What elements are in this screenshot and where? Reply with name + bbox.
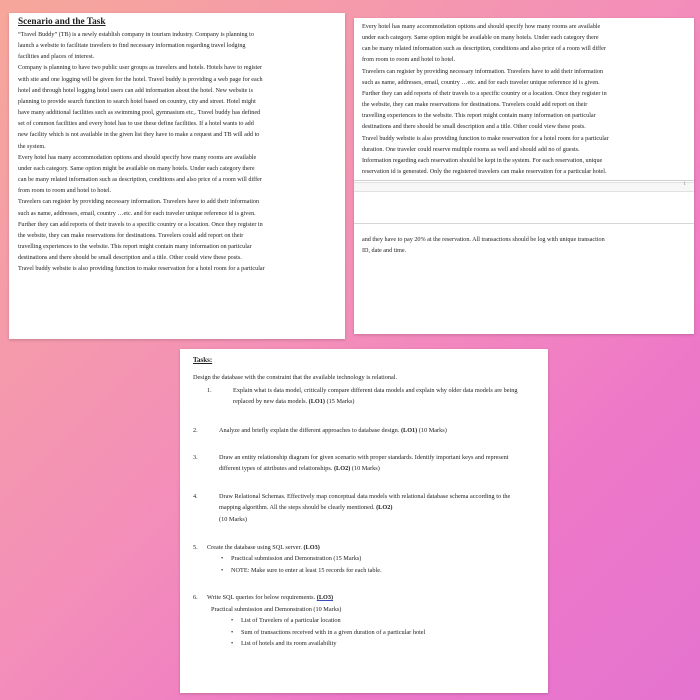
task-lo: (LO3) xyxy=(303,544,320,552)
text-line: destinations and there should be small description and a title. Other could view these posts. xyxy=(18,255,242,262)
task-lo: (LO2) xyxy=(376,504,393,512)
text-line: such as name, addresses, email, country …etc. and for each traveler unique reference id is given. xyxy=(362,79,600,86)
text-line: set of common facilities and every hotel has to use these define facilities. If a hotel wants to add xyxy=(18,121,254,128)
bullet-text: NOTE: Make sure to enter at least 15 records for each table. xyxy=(231,566,382,574)
text-line: facilities and places of interest. xyxy=(18,54,95,61)
text-line: Further they can add reports of their travels to a specific country or a location. Once they register in xyxy=(18,221,263,228)
text-line: have many additional facilities such as swimming pool, gymnasium etc,. Travel buddy has defined xyxy=(18,110,261,117)
text-line: from room to room and hotel to hotel. xyxy=(18,188,112,195)
list-item xyxy=(229,638,519,649)
text-line: the system. xyxy=(18,143,46,150)
task-lo: (LO1) xyxy=(400,426,418,434)
text-line: planning to provide search function to search hotel based on country, city and street. Hotel might xyxy=(18,98,256,105)
bullet-icon: • xyxy=(231,628,234,636)
task-number: 6. xyxy=(193,594,198,602)
task-lo: (LO1) xyxy=(308,398,325,406)
task-marks: (15 Marks) xyxy=(326,398,355,406)
text-line: the website, they can make reservations for destinations. Travelers could add report on their xyxy=(362,102,588,109)
task-number: 5. xyxy=(193,544,198,552)
scenario-page-1 xyxy=(9,13,345,339)
text-line: Travelers can register by providing necessary information. Travelers have to add their information xyxy=(18,199,260,206)
task-text: Create the database using SQL server. xyxy=(207,544,302,552)
task-text: Explain what is data model, critically compare different data models and explain why older data models are being replaced by new data models. xyxy=(233,386,518,406)
task-text: Write SQL queries for below requirements. xyxy=(207,594,316,602)
text-line: hotel and through hotel logging hotel users can add information about the hotel. New website is xyxy=(18,87,253,94)
list-item xyxy=(229,627,519,638)
text-line: launch a website to facilitate travelers to find necessary information regarding travel lodging xyxy=(18,43,246,50)
text-line: duration. One traveler could reserve multiple rooms as well and should add no of guests. xyxy=(362,146,580,153)
bullet-text: List of hotels and its room availability xyxy=(241,639,337,647)
page-break-line xyxy=(354,223,694,224)
scenario-continued-text xyxy=(362,22,686,178)
task-number: 2. xyxy=(193,426,198,434)
task-text: Analyze and briefly explain the different approaches to database design. xyxy=(219,426,400,434)
task-text: Draw an entity relationship diagram for given scenario with proper standards. Identify important keys and represent different types of attributes and relationships. xyxy=(219,454,509,473)
task-marks: (10 Marks) xyxy=(418,426,447,434)
text-line: Travel buddy website is also providing function to make reservation for a hotel room for a particular xyxy=(362,135,609,142)
task-number: 4. xyxy=(193,492,198,500)
page-marker: 1 xyxy=(683,182,686,188)
text-line: Travel buddy website is also providing function to make reservation for a hotel room for a particular xyxy=(18,266,265,273)
task-marks: (10 Marks) xyxy=(219,515,247,523)
design-constraint: Design the database with the constraint that the available technology is relational. xyxy=(193,374,398,382)
scenario-title: Scenario and the Task xyxy=(18,17,106,27)
task-number: 1. xyxy=(207,386,212,394)
bullet-text: Sum of transactions received with in a given duration of a particular hotel xyxy=(241,628,426,636)
task-lo: (LO3) xyxy=(316,594,334,602)
tasks-heading: Tasks: xyxy=(193,356,213,364)
text-line: Every hotel has many accommodation options and should specify how many rooms are available xyxy=(362,24,601,30)
task-item xyxy=(193,385,531,408)
bullet-text: List of Travelers of a particular location xyxy=(241,617,341,625)
text-line: Every hotel has many accommodation options and should specify how many rooms are available xyxy=(18,154,257,161)
text-line: destinations and there should be small description and a title. Other could view these posts. xyxy=(362,124,586,131)
tasks-page xyxy=(180,349,548,693)
bullet-icon: • xyxy=(231,639,234,647)
task-item xyxy=(193,542,519,576)
bullet-icon: • xyxy=(231,617,234,625)
task-item xyxy=(193,452,531,475)
task-text: Draw Relational Schemas. Effectively map conceptual data models with relational database schema according to the mapping algorithm. All the steps should be clearly mentioned. xyxy=(219,492,511,512)
text-line: under each category. Same option might be available on many hotels. Under each category there xyxy=(18,165,255,172)
text-line: Company is planning to have two public user groups as travelers and hotels. Hotels have to register xyxy=(18,65,263,72)
list-item xyxy=(219,553,519,564)
task-subtext: Practical submission and Demonstration (10 Marks) xyxy=(211,605,342,613)
text-line: from room to room and hotel to hotel. xyxy=(362,57,456,64)
text-line: reservation id is generated. Only the registered travelers can make reservation for a particular hotel. xyxy=(362,169,607,176)
list-item xyxy=(219,565,519,576)
text-line: Information regarding each reservation should be kept in the system. For each reservation, unique xyxy=(362,157,603,164)
list-item xyxy=(229,615,519,626)
task-item xyxy=(193,491,531,525)
text-line: can be many related information such as description, conditions and also price of a room will differ xyxy=(362,46,606,53)
text-line: under each category. Same option might be available on many hotels. Under each category there xyxy=(362,35,599,42)
text-line: Further they can add reports of their travels to a specific country or a location. Once they register in xyxy=(362,90,607,97)
text-line: Travelers can register by providing necessary information. Travelers have to add their information xyxy=(362,68,604,75)
scenario-page-2 xyxy=(354,18,694,334)
bullet-icon: • xyxy=(221,555,224,563)
text-line: ID, date and time. xyxy=(362,248,407,255)
text-line: such as name, addresses, email, country …etc. and for each traveler unique reference id is given. xyxy=(18,210,256,217)
text-line: new facility which is not available in the given list they have to make a request and TB will add to xyxy=(18,132,260,139)
text-line: travelling experiences to the website. This report might contain many information on particular xyxy=(362,113,596,120)
text-line: the website, they can make reservations for destinations. Travelers could add report on their xyxy=(18,232,244,239)
text-line: travelling experiences to the website. This report might contain many information on particular xyxy=(18,243,252,250)
text-line: with site and one logging will be given for the hotel. Travel buddy is providing a web page for each xyxy=(18,76,263,83)
page-break-bar xyxy=(354,182,694,192)
page-break xyxy=(354,180,694,235)
task-item xyxy=(193,592,519,649)
scenario-text xyxy=(18,30,336,275)
scenario-after-break-text xyxy=(362,235,686,257)
bullet-icon: • xyxy=(221,566,224,574)
task-lo: (LO2) xyxy=(333,465,351,473)
bullet-text: Practical submission and Demonstration (15 Marks) xyxy=(231,555,362,563)
task-number: 3. xyxy=(193,454,198,462)
text-line: can be many related information such as description, conditions and also price of a room will differ xyxy=(18,177,262,184)
task-marks: (10 Marks) xyxy=(351,465,380,473)
text-line: “Travel Buddy” (TB) is a newly establish company in tourism industry. Company is planning to xyxy=(18,32,254,38)
text-line: and they have to pay 20% at the reservation. All transactions should be log with unique transaction xyxy=(362,237,605,244)
task-item xyxy=(193,425,531,436)
